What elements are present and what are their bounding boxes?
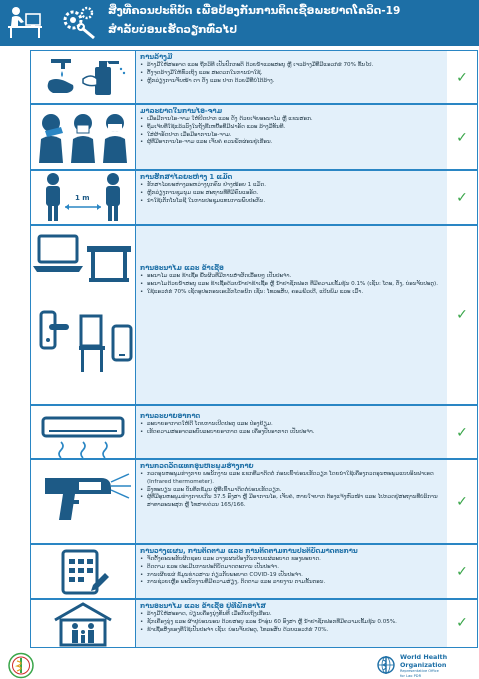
bullet-item: • ເຮັດຄວາມສະອາດລະບົບລະບາຍອາກາດ ແລະ ເຄື່ອງປັບອາກາດ ເປັນປະຈຳ. <box>140 429 444 437</box>
bullet-item: • ກວດອຸນຫະພູມຮ່າງກາຍ ພະນັກງານ ແລະ ແຂກທີ່ມາຕິດຕໍ່ ກ່ອນເຂົ້າບ່ອນເຮັດວຽກ ໂດຍນຳໃຊ້ເຄື່ອງກວດອຸນຫະພູມແບບອິນຟາເຣດ (Infrared thermometer). <box>140 471 444 487</box>
bullet-item: • ລ້າງມືໃຫ້ສະອາດ ແລະ ຖືກວິທີ ເປັນປົກກະຕິ ດ້ວຍນ້ຳແລະສະບູ ຫຼື ເຈວລ້າງມືທີ່ມີແອວກໍຮໍ 70% ຂຶ້ນໄປ. <box>140 62 444 70</box>
distance-1m-icon <box>31 171 136 224</box>
guidance-table <box>30 50 478 648</box>
section-row-home-hygiene <box>30 599 478 648</box>
section-text <box>136 105 449 169</box>
section-text <box>136 460 449 543</box>
section-text <box>136 226 449 404</box>
check-mark-icon: ✓ <box>456 564 468 580</box>
bullet-item: • ການຊ່ວຍເຫຼືອ ພະນັກງານທີ່ມີຄວາມສ່ຽງ, ຕິດຕາມ ແລະ ລາຍງານ ຕາມຂັ້ນຕອນ. <box>140 579 444 587</box>
section-text <box>136 51 449 103</box>
gears-wrench-icon <box>58 4 98 40</box>
handwash-icon <box>31 51 136 103</box>
bullet-item: • ຫຼີກລ່ຽງການຊຸມນຸມ ແລະ ສະຖານທີ່ທີ່ມີຄົນແອອັດ. <box>140 190 444 198</box>
bullet-item: • ຫຼີກລ່ຽງການຈັບໜ້າ ຕາ ດັງ ແລະ ປາກ ດ້ວຍມືທີ່ບໍ່ໄດ້ລ້າງ. <box>140 78 444 86</box>
checkbox-cell <box>447 600 477 647</box>
bullet-item: • ໃຊ້ແອວກໍຮໍ 70% ເຊັດອຸປະກອນເອເລັກໂຕຣນິກ ເຊັ່ນ: ໂທລະສັບ, ຄອມພິວເຕີ, ແປ້ນພິມ ແລະ ເມົ້າ. <box>140 289 444 297</box>
checkbox-cell <box>447 406 477 458</box>
bullet-item: • ຜູ້ທີ່ມີອາການໄອ-ຈາມ ແລະ ເຈັບຄໍ ຄວນພັກຜ່ອນຢູ່ເຮືອນ. <box>140 139 444 147</box>
ministry-of-health-emblem-icon <box>4 652 38 679</box>
planning-calendar-icon <box>31 545 136 598</box>
check-mark-icon: ✓ <box>456 70 468 86</box>
bullet-item: • ຕັ້ງຈຸດລ້າງມືໃຫ້ທົ່ວເຖິງ ແລະ ສະດວກໃນການນຳໃຊ້. <box>140 70 444 78</box>
section-row-handwashing <box>30 50 478 104</box>
section-title: ການກວດວັດແທກອຸນຫະພູມຮ່າງກາຍ <box>140 462 254 470</box>
bullet-item: • ເມື່ອມີການໄອ-ຈາມ ໃຫ້ປິດປາກ ແລະ ດັງ ດ້ວຍເຈ້ຍອະນາໄມ ຫຼື ແຂນສອກ. <box>140 116 444 124</box>
surfaces-cleaning-icon <box>31 226 136 404</box>
who-emblem-icon <box>375 654 397 676</box>
bullet-item: • ຂ້າເຊື້ອສິ່ງຂອງທີ່ໃຊ້ເປັນປະຈຳ ເຊັ່ນ: ບ່ອນຈັບປະຕູ, ໂທລະສັບ ດ້ວຍແອວກໍຮໍ 70%. <box>140 627 444 635</box>
section-title: ມາລະຍາດໃນການໄອ-ຈາມ <box>140 107 223 115</box>
section-title: ການລະບາຍອາກາດ <box>140 412 201 420</box>
check-mark-icon: ✓ <box>456 615 468 631</box>
section-row-physical-distance <box>30 170 478 225</box>
bullet-item: • ອະນາໄມ ແລະ ຂ້າເຊື້ອ ພື້ນຜິວທີ່ມີການສຳຜັດເລື້ອຍໆ ເປັນປະຈຳ. <box>140 273 444 281</box>
bullet-item: • ນຳໃຊ້ເຕັກໂນໂລຊີ ໃນການປະຊຸມແທນການພົບປະກັນ. <box>140 198 444 206</box>
section-title: ການອະນາໄມ ແລະ ຂ້າເຊື້ອ <box>140 264 224 272</box>
section-text <box>136 545 449 598</box>
who-logo-block <box>375 652 475 679</box>
worker-at-desk-icon <box>6 4 44 40</box>
section-text <box>136 600 449 647</box>
checkbox-cell <box>447 105 477 169</box>
bullet-item: • ລົງທະບຽນ ແລະ ບັນທຶກຂໍ້ມູນ ຜູ້ທີ່ເຂົ້າມາຕິດຕໍ່ບ່ອນເຮັດວຽກ. <box>140 487 444 495</box>
section-title: ການລ້າງມື <box>140 53 173 61</box>
bullet-item: • ການເຜີຍແຜ່ ຂໍ້ມູນຂ່າວສານ ກ່ຽວກັບພະຍາດ COVID-19 ເປັນປະຈຳ. <box>140 572 444 580</box>
section-row-temperature-screening <box>30 459 478 544</box>
poster-footer <box>0 652 479 679</box>
check-mark-icon: ✓ <box>456 425 468 441</box>
section-title: ການວາງແຜນ, ການຕິດຕາມ ແລະ ການຕິດຕາມການປະຕິບັດມາດຕະການ <box>140 547 358 555</box>
checkbox-cell <box>447 460 477 543</box>
ventilation-icon <box>31 406 136 458</box>
section-row-cough-etiquette <box>30 104 478 170</box>
distance-label: 1 m <box>75 194 90 202</box>
poster-title: ສິ່ງທີ່ຄວນປະຕິບັດ ເພື່ອປ້ອງກັນການຕິດເຊື້ອພະຍາດໂຄວິດ-19 <box>108 5 401 17</box>
bullet-item: • ຈັດຕັ້ງຄະນະຮັບຜິດຊອບ ແລະ ວາງແຜນປ້ອງກັນການແຜ່ລະບາດ ຂອງພະຍາດ. <box>140 556 444 564</box>
section-title: ການອະນາໄມ ແລະ ຂ້າເຊື້ອ ຢູ່ທີ່ພັກອາໄສ <box>140 602 266 610</box>
who-name-line2: Organization <box>400 661 447 669</box>
checkbox-cell <box>447 545 477 598</box>
checkbox-cell <box>447 171 477 224</box>
checkbox-cell <box>447 51 477 103</box>
bullet-item: • ລະບາຍອາກາດໃຫ້ດີ ໂດຍການເປີດປະຕູ ແລະ ປ່ອງຢ້ຽມ. <box>140 421 444 429</box>
bullet-item: • ອະນາໄມດ້ວຍນ້ຳສະບູ ແລະ ຂ້າເຊື້ອດ້ວຍນ້ຳຢາຂ້າເຊື້ອ ຫຼື ນ້ຳຢາຊັກຟອກ ທີ່ມີຄວາມເຂັ້ມຂຸ້ນ 0.1% (ເຊັ່ນ: ໂຕະ, ຕັ່ງ, ບ່ອນຈັບປະຕູ). <box>140 281 444 289</box>
section-text <box>136 406 449 458</box>
who-office-line2: for Lao PDR <box>400 674 422 678</box>
check-mark-icon: ✓ <box>456 494 468 510</box>
who-office-line1: Representative Office <box>400 669 439 673</box>
bullet-item: • ຕິດຕາມ ແລະ ປະເມີນການປະຕິບັດມາດຕະການ ເປັນປະຈຳ. <box>140 564 444 572</box>
poster-subtitle: ສຳລັບບ່ອນເຮັດວຽກທົ່ວໄປ <box>108 24 238 36</box>
bullet-item: • ຜູ້ທີ່ມີອຸນຫະພູມຮ່າງກາຍເກີນ 37.5 ອົງສາ ຫຼື ມີອາການໄອ, ເຈັບຄໍ, ຫາຍໃຈຍາກ ຕ້ອງແຈ້ງຫົວໜ້າ ແລະ ໄປກວດຢູ່ສະຖານທີ່ບໍລິການສາທາລະນະສຸກ ຫຼື ໂທສາຍດ່ວນ 165/166. <box>140 494 444 510</box>
check-mark-icon: ✓ <box>456 190 468 206</box>
section-row-ventilation <box>30 405 478 459</box>
bullet-item: • ລ້າງມືໃຫ້ສະອາດ, ປ່ຽນເຄື່ອງນຸ່ງທັນທີ ເມື່ອກັບເຖິງເຮືອນ. <box>140 611 444 619</box>
check-mark-icon: ✓ <box>456 130 468 146</box>
bullet-item: • ຊັກເຄື່ອງນຸ່ງ ແລະ ຜ້າປູບ່ອນນອນ ດ້ວຍສະບູ ແລະ ນ້ຳອຸ່ນ 60 ອົງສາ ຫຼື ນ້ຳຢາຊັກຟອກທີ່ມີຄວາມເຂັ້ມຂຸ້ນ 0.05%. <box>140 619 444 627</box>
section-text <box>136 171 449 224</box>
who-name-line1: World Health <box>400 653 448 661</box>
cough-etiquette-icon <box>31 105 136 169</box>
section-title: ການຮັກສາໄລຍະຫ່າງ 1 ແມັດ <box>140 173 233 181</box>
section-row-cleaning-disinfection <box>30 225 478 405</box>
bullet-item: • ຮັກສາໄລຍະຫ່າງລະຫວ່າງບຸກຄົນ ຢ່າງໜ້ອຍ 1 ແມັດ. <box>140 182 444 190</box>
thermometer-gun-icon <box>31 460 136 543</box>
bullet-item: • ຖິ້ມເຈ້ຍທີ່ໃຊ້ແລ້ວລົງໃນຖັງຂີ້ເຫຍື້ອທີ່ມີຝາອັດ ແລະ ລ້າງມືທັນທີ. <box>140 124 444 132</box>
check-mark-icon: ✓ <box>456 307 468 323</box>
section-row-planning-monitoring <box>30 544 478 599</box>
checkbox-cell <box>447 226 477 404</box>
poster-header <box>0 0 479 46</box>
home-family-icon <box>31 600 136 647</box>
bullet-item: • ໃສ່ຜ້າອັດປາກ ເມື່ອມີອາການໄອ-ຈາມ. <box>140 132 444 140</box>
